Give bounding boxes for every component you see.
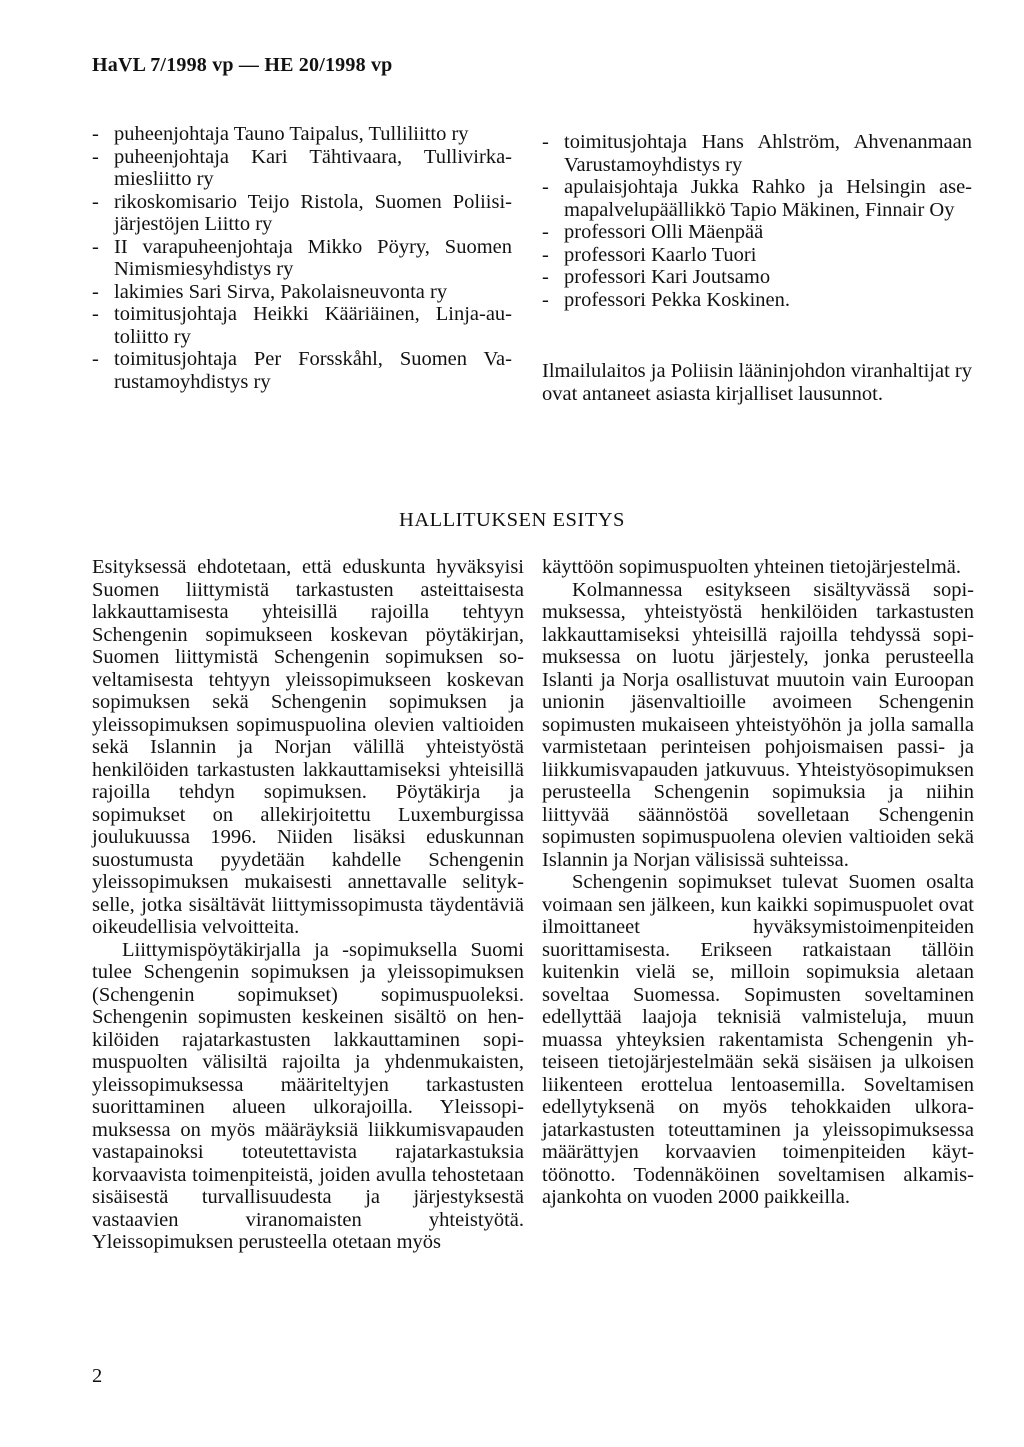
attendee-list-left: [92, 123, 512, 393]
dash-marker: -: [92, 145, 99, 168]
closing-note: Ilmailulaitos ja Poliisin lääninjohdon viranhaltijat ry ovat antaneet asiasta kirjalliset lausunnot.: [542, 360, 972, 405]
dash-marker: -: [542, 176, 549, 198]
dash-marker: -: [542, 288, 549, 311]
dash-marker: -: [92, 235, 99, 258]
dash-marker: -: [542, 266, 549, 288]
list-item-text: puheenjohtaja Kari Tähtivaara, Tullivirkamiesliitto ry: [114, 145, 512, 190]
list-item-text: toimitusjohtaja Per Forsskåhl, Suomen Varustamoyhdistys ry: [114, 348, 512, 393]
list-item-text: professori Pekka Koskinen.: [564, 288, 791, 311]
list-item: [92, 348, 512, 393]
dash-marker: -: [542, 221, 549, 243]
list-item: [542, 131, 972, 176]
body-paragraph: Liittymispöytäkirjalla ja -sopimuksella Suomi tulee Schengenin sopimuksen ja yleissopimuksen (Schengenin sopimukset) sopimuspuoleksi. Schengenin sopimusten keskeinen sisältö on henkilöiden rajatarkastusten lakkauttaminen sopimuspuolten välisiltä rajoilta ja yhdenmukaisten, yleissopimuksessa määriteltyjen tarkastusten suorittaminen alueen ulkorajoilla. Yleissopimuksessa on myös määräyksiä liikkumisvapauden vastapainoksi toteutettavista rajatarkastuksia korvaavista toimenpiteistä, joiden avulla tehostetaan sisäisestä turvallisuudesta ja järjestyksestä vastaavien viranomaisten yhteistyötä. Yleissopimuksen perusteella otetaan myös: [92, 938, 524, 1253]
list-item-text: toimitusjohtaja Hans Ahlström, Ahvenanmaan Varustamoyhdistys ry: [564, 131, 972, 176]
dash-marker: -: [92, 190, 99, 213]
list-item: [92, 123, 512, 146]
dash-marker: -: [542, 243, 549, 266]
attendee-list-right: [542, 131, 972, 311]
dash-marker: -: [542, 131, 549, 153]
body-paragraph: Esityksessä ehdotetaan, että eduskunta hyväksyisi Suomen liittymistä tarkastusten asteittaisesta lakkauttamisesta yhteisillä rajoilla tehtyyn Schengenin sopimukseen koskevan pöytäkirjan, Suomen liittymistä Schengenin sopimuksen soveltamisesta tehtyyn yleissopimukseen koskevan sopimuksen sekä Schengenin sopimuksen ja yleissopimuksen sopimuspuolina olevien valtioiden sekä Islannin ja Norjan välillä yhteistyöstä henkilöiden tarkastusten lakkauttamiseksi yhteisillä rajoilla tehdyn sopimuksen. Pöytäkirja ja sopimukset on allekirjoitettu Luxemburgissa joulukuussa 1996. Niiden lisäksi eduskunnan suostumusta pyydetään kahdelle Schengenin yleissopimuksen mukaisesti annettavalle selitykselle, jotka sisältävät liittymissopimusta täydentäviä oikeudellisia velvoitteita.: [92, 556, 524, 938]
body-paragraph: Schengenin sopimukset tulevat Suomen osalta voimaan sen jälkeen, kun kaikki sopimuspuolet ovat ilmoittaneet hyväksymistoimenpiteiden suorittamisesta. Erikseen ratkaistaan tällöin kuitenkin vielä se, milloin sopimuksia aletaan soveltaa Suomessa. Sopimusten soveltaminen edellyttää laajoja teknisiä valmisteluja, muun muassa yhteyksien rakentamista Schengenin yhteiseen tietojärjestelmään sekä sisäisen ja ulkoisen liikenteen erottelua lentoasemilla. Soveltamisen edellytyksenä on myös tehokkaiden ulkorajatarkastusten toteuttaminen ja yleissopimuksessa määrättyjen korvaavien toimenpiteiden käyttöönotto. Todennäköinen soveltamisen alkamisajankohta on vuoden 2000 paikkeilla.: [542, 871, 974, 1208]
list-item-text: II varapuheenjohtaja Mikko Pöyry, Suomen Nimismiesyhdistys ry: [114, 235, 512, 280]
list-item-text: lakimies Sari Sirva, Pakolaisneuvonta ry: [114, 280, 448, 303]
list-item: [542, 221, 972, 244]
list-item-text: toimitusjohtaja Heikki Kääriäinen, Linja-autoliitto ry: [114, 303, 512, 348]
dash-marker: -: [92, 280, 99, 303]
dash-marker: -: [92, 123, 99, 145]
list-item-text: apulaisjohtaja Jukka Rahko ja Helsingin asemapalvelupäällikkö Tapio Mäkinen, Finnair Oy: [564, 176, 972, 221]
list-item-text: puheenjohtaja Tauno Taipalus, Tulliliitto ry: [114, 123, 469, 145]
list-item: [92, 303, 512, 348]
list-item: [542, 266, 972, 289]
page-number: 2: [92, 1365, 103, 1387]
list-item: [542, 176, 972, 221]
dash-marker: -: [92, 303, 99, 325]
list-item-text: professori Kari Joutsamo: [564, 266, 771, 288]
running-header: HaVL 7/1998 vp — HE 20/1998 vp: [92, 54, 393, 76]
list-item: [92, 281, 512, 304]
list-item-text: professori Olli Mäenpää: [564, 221, 764, 243]
section-title: HALLITUKSEN ESITYS: [399, 509, 625, 531]
body-paragraph: Kolmannessa esitykseen sisältyvässä sopimuksessa, yhteistyöstä henkilöiden tarkastusten lakkauttamiseksi yhteisillä rajoilla tehdyssä sopimuksessa on luotu järjestely, jonka perusteella Islanti ja Norja osallistuvat muutoin vain Euroopan unionin jäsenvaltioille avoimeen Schengenin sopimusten mukaiseen yhteistyöhön ja jolla samalla varmistetaan perinteisen pohjoismaisen passi- ja liikkumisvapauden jatkuvuus. Yhteistyösopimuksen perusteella Schengenin sopimuksia ja niihin liittyvää säännöstöä sovelletaan Schengenin sopimusten sopimuspuolena olevien valtioiden sekä Islannin ja Norjan välisissä suhteissa.: [542, 578, 974, 871]
list-item-text: professori Kaarlo Tuori: [564, 243, 757, 266]
body-column-left: [92, 556, 524, 1254]
dash-marker: -: [92, 348, 99, 370]
list-item: [542, 244, 972, 267]
list-item: [92, 146, 512, 191]
list-item-text: rikoskomisario Teijo Ristola, Suomen Poliisijärjestöjen Liitto ry: [114, 190, 512, 235]
list-item: [92, 236, 512, 281]
list-item: [92, 191, 512, 236]
list-item: [542, 289, 972, 312]
body-column-right: [542, 556, 974, 1209]
body-paragraph: käyttöön sopimuspuolten yhteinen tietojärjestelmä.: [542, 556, 962, 578]
